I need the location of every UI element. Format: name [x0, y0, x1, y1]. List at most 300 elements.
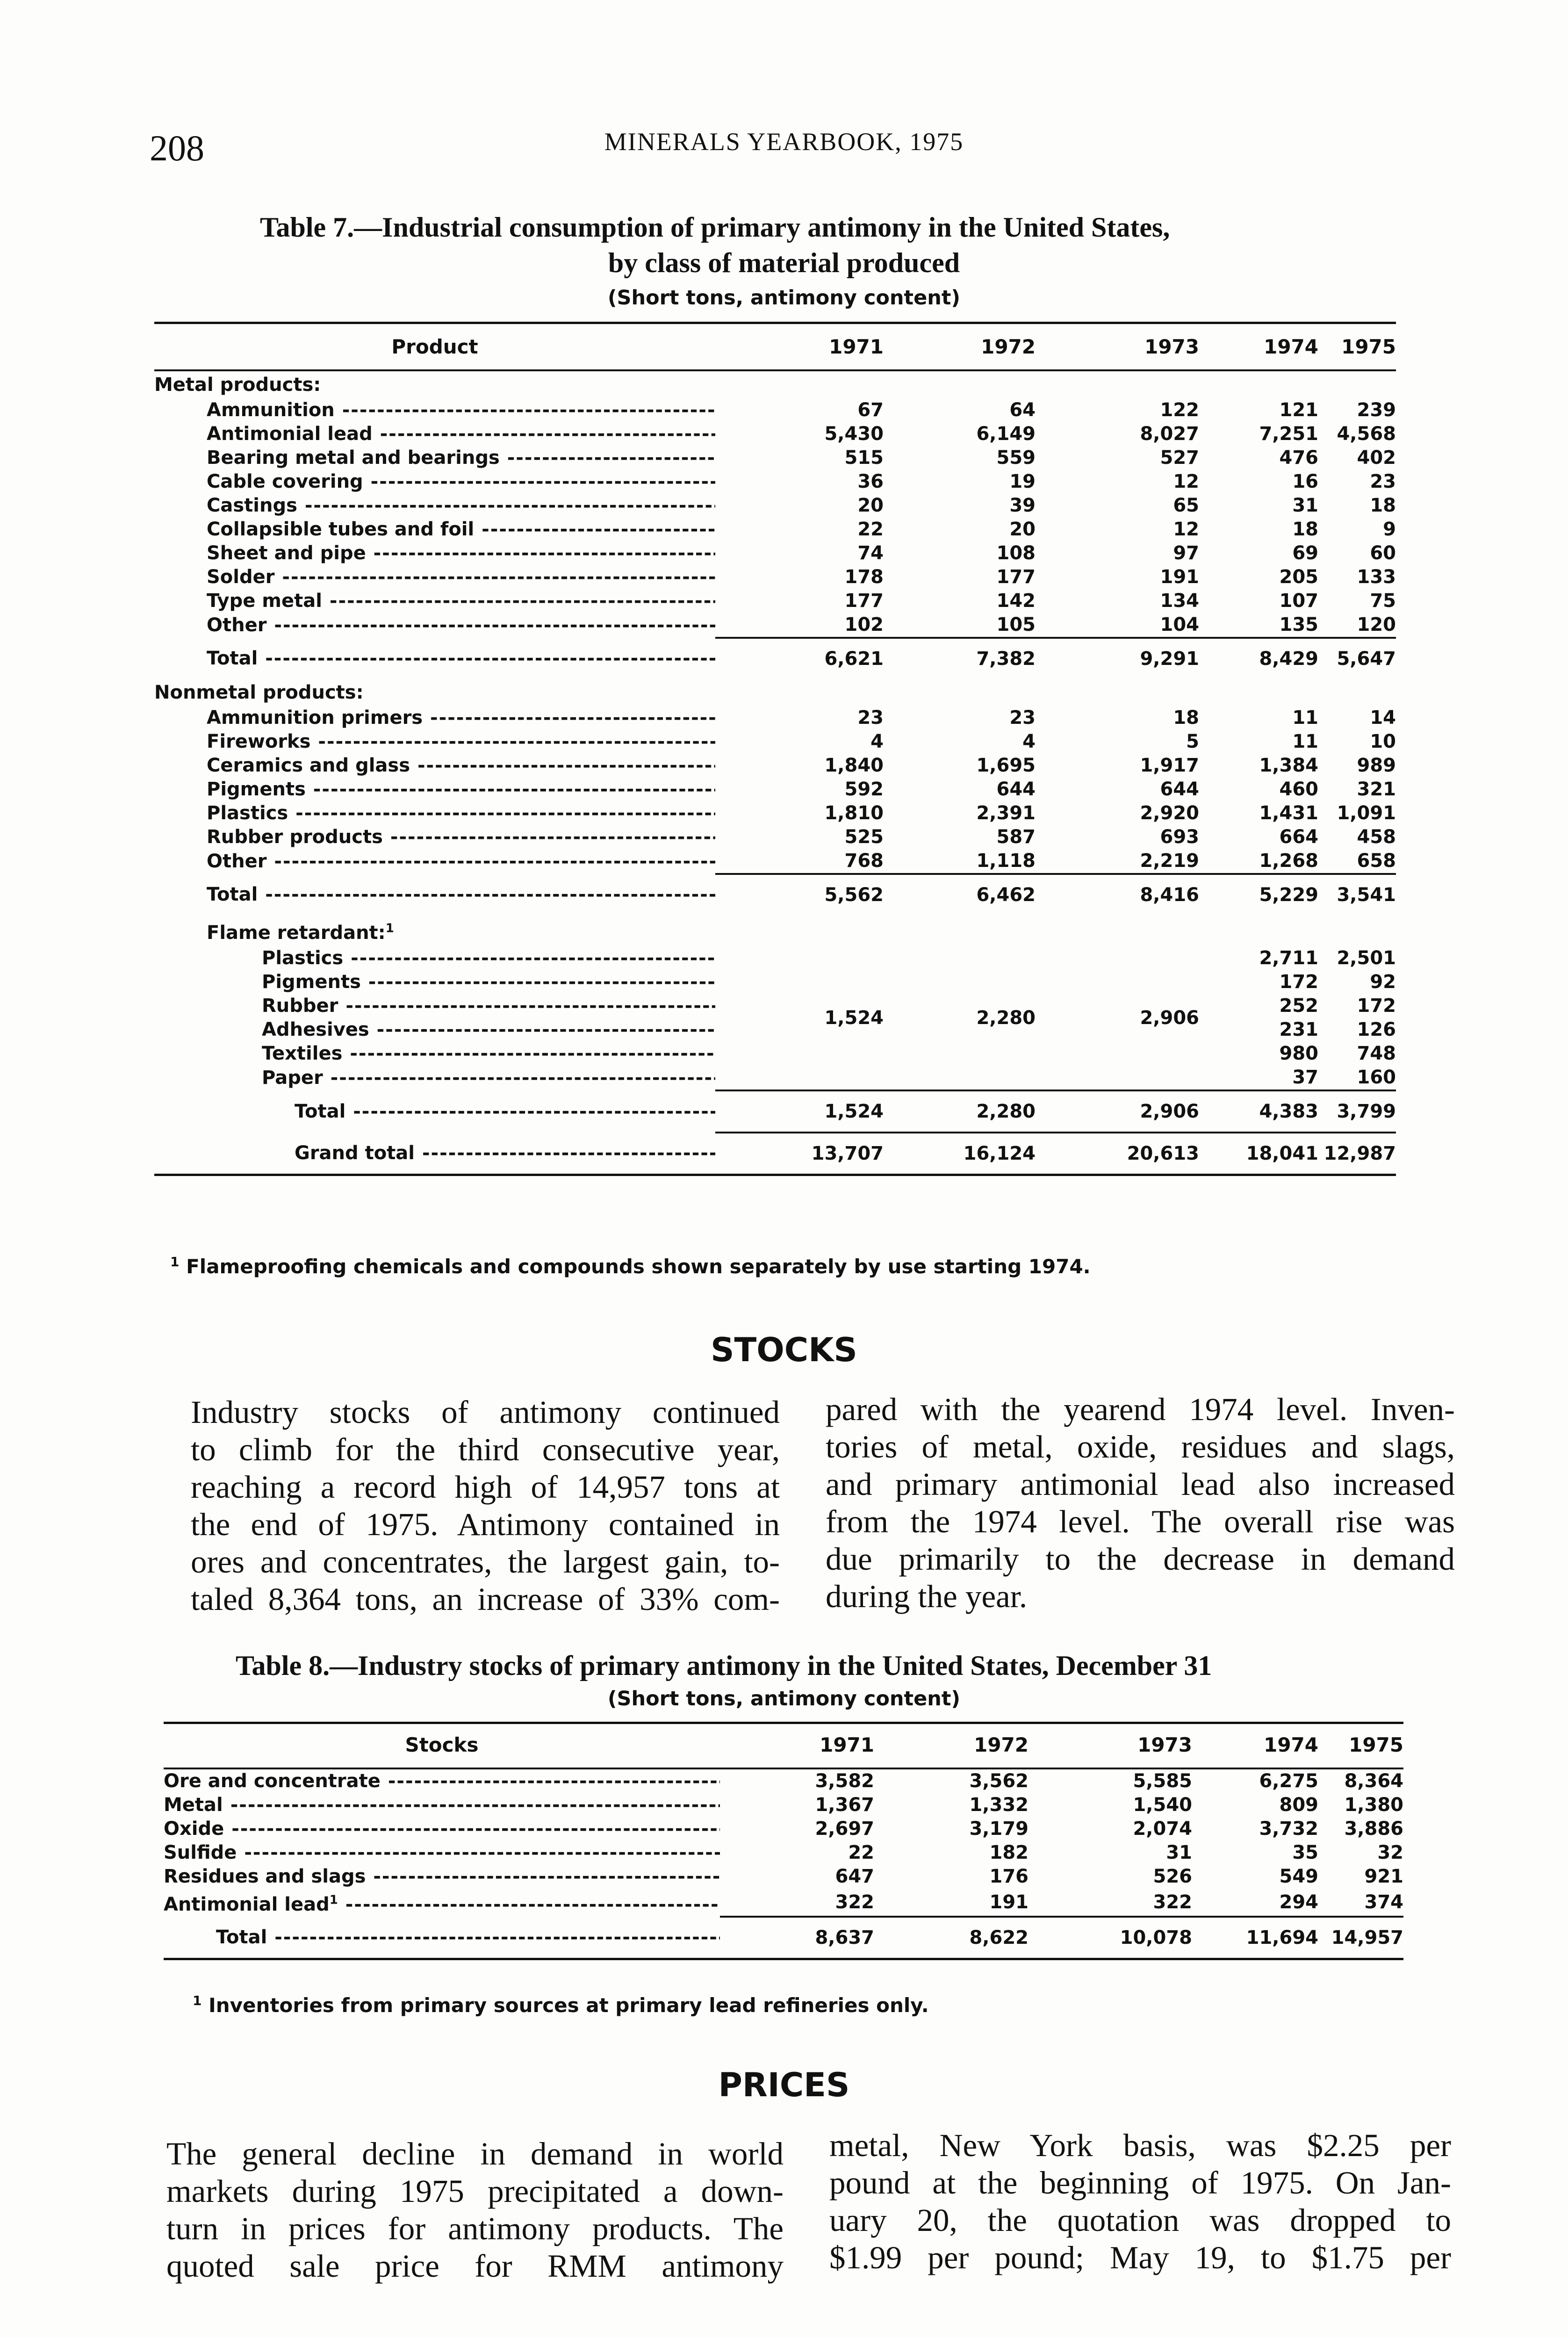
row-label-text: Oxide ----- [164, 1818, 720, 1840]
row-label [154, 613, 715, 638]
value-cell: 8,429 [1199, 638, 1318, 679]
value-cell: 1,524 [715, 1090, 884, 1133]
value-cell: 321 [1357, 779, 1396, 800]
value-cell: 31 [1292, 495, 1318, 516]
row-label [154, 1090, 715, 1133]
value-cell: 20 [1009, 519, 1036, 540]
row-label [154, 589, 715, 613]
text-line: from the 1974 level. The overall rise was [826, 1504, 1455, 1539]
value-cell: 1,268 [1259, 850, 1318, 872]
row-label [154, 446, 715, 470]
value-cell: 3,582 [815, 1770, 874, 1792]
value-cell: 104 [1160, 614, 1199, 635]
value-cell: 205 [1279, 566, 1318, 588]
table7-units: (Short tons, antimony content) [607, 286, 961, 310]
value-cell: 658 [1357, 850, 1396, 872]
table7-bottom-rule [154, 1175, 1396, 1176]
row-label [154, 994, 715, 1018]
row-label [154, 970, 715, 994]
value-cell: 6,621 [715, 638, 884, 679]
value-cell: 191 [1160, 566, 1199, 588]
value-cell: 35 [1292, 1842, 1318, 1863]
value-cell: 191 [989, 1891, 1029, 1913]
total-row [164, 1917, 1403, 1959]
value-cell: 1,091 [1337, 802, 1396, 824]
value-cell: 64 [1009, 399, 1036, 421]
table8-header-row [164, 1723, 1403, 1768]
value-cell: 5,229 [1199, 874, 1318, 915]
text-line: quoted sale price for RMM antimony [166, 2248, 784, 2284]
value-cell: 2,920 [1140, 802, 1199, 824]
value-cell: 2,074 [1133, 1818, 1192, 1840]
value-cell: 4 [870, 731, 884, 752]
table-row [154, 778, 1396, 801]
row-label [164, 1889, 720, 1917]
value-cell: 120 [1357, 614, 1396, 635]
value-cell: 102 [844, 614, 884, 635]
column-header: 1973 [1144, 335, 1199, 358]
value-cell: 647 [835, 1866, 874, 1887]
table8 [164, 1723, 1403, 1960]
value-cell: 2,906 [1036, 1090, 1199, 1133]
value-cell: 549 [1279, 1866, 1318, 1887]
table-row [154, 446, 1396, 470]
table-row [164, 1865, 1403, 1889]
value-cell: 515 [844, 447, 884, 469]
value-cell: 3,562 [969, 1770, 1029, 1792]
row-label-text: Plastics ----- [207, 802, 715, 824]
text-line: taled 8,364 tons, an increase of 33% com- [191, 1581, 780, 1617]
value-cell: 476 [1279, 447, 1318, 469]
row-label [164, 1793, 720, 1817]
value-cell: 60 [1370, 542, 1396, 564]
row-label [154, 679, 715, 706]
value-cell: 2,219 [1140, 850, 1199, 872]
value-cell: 644 [996, 779, 1036, 800]
text-line: pound at the beginning of 1975. On Jan- [829, 2165, 1451, 2201]
value-cell: 65 [1173, 495, 1199, 516]
row-label [154, 778, 715, 801]
row-label-text: Sheet and pipe ----- [207, 542, 715, 564]
row-label [154, 518, 715, 541]
value-cell: 11,694 [1192, 1917, 1318, 1959]
value-cell: 20 [857, 495, 884, 516]
table-row [164, 1841, 1403, 1865]
text-line: due primarily to the decrease in demand [826, 1541, 1455, 1577]
text-line: metal, New York basis, was $2.25 per [829, 2128, 1451, 2163]
text-line: to climb for the third consecutive year, [191, 1432, 780, 1467]
value-cell: 172 [1279, 971, 1318, 993]
value-cell: 527 [1160, 447, 1199, 469]
row-label [154, 706, 715, 730]
value-cell: 3,732 [1259, 1818, 1318, 1840]
value-cell: 37 [1292, 1067, 1318, 1089]
row-label [154, 1042, 715, 1066]
row-label-text: Cable covering ----- [207, 471, 715, 492]
table8-caption: Table 8.—Industry stocks of primary antimony in the United States, December 31 [236, 1650, 1212, 1681]
row-label [154, 754, 715, 778]
table7-footnote [170, 1254, 1091, 1278]
value-cell: 18 [1370, 495, 1396, 516]
row-label-wrap [207, 922, 394, 944]
section-heading-row [154, 679, 1396, 706]
table-row [154, 422, 1396, 446]
value-cell: 1,380 [1344, 1794, 1403, 1816]
row-label [164, 1769, 720, 1793]
table8-bottom-rule [164, 1959, 1403, 1961]
row-label-text: Bearing metal and bearings ----- [207, 447, 715, 469]
empty-cell [884, 371, 1036, 398]
text-line: $1.99 per pound; May 19, to $1.75 per [829, 2240, 1451, 2275]
table7-caption-line2: by class of material produced [608, 247, 960, 278]
table-row [154, 801, 1396, 825]
row-label [154, 946, 715, 970]
table-row [154, 613, 1396, 638]
value-cell: 8,416 [1036, 874, 1199, 915]
value-cell: 322 [1153, 1891, 1192, 1913]
value-cell: 16,124 [884, 1133, 1036, 1175]
value-cell: 74 [857, 542, 884, 564]
value-cell: 7,382 [884, 638, 1036, 679]
table-row [164, 1793, 1403, 1817]
empty-cell [715, 915, 884, 946]
row-label [164, 1817, 720, 1841]
value-cell: 67 [857, 399, 884, 421]
value-cell: 13,707 [715, 1133, 884, 1175]
table-row [154, 825, 1396, 849]
value-cell: 4,383 [1199, 1090, 1318, 1133]
value-cell: 4 [1022, 731, 1036, 752]
row-label [154, 1018, 715, 1042]
value-cell: 231 [1279, 1019, 1318, 1041]
row-label-text: Sulfide ----- [164, 1842, 720, 1863]
row-label [154, 825, 715, 849]
value-cell: 460 [1279, 779, 1318, 800]
value-cell: 239 [1357, 399, 1396, 421]
empty-cell [1318, 679, 1396, 706]
row-label [154, 638, 715, 679]
value-cell: 526 [1153, 1866, 1192, 1887]
value-cell: 3,541 [1318, 874, 1396, 915]
text-line: ores and concentrates, the largest gain, to- [191, 1544, 780, 1580]
column-header: 1972 [974, 1733, 1029, 1756]
row-label-text: Antimonial lead ----- [207, 423, 715, 445]
value-cell: 142 [996, 590, 1036, 612]
column-header: 1974 [1264, 335, 1318, 358]
flame-combined-value: 2,280 [976, 1007, 1036, 1029]
value-cell: 1,840 [824, 755, 884, 776]
table7-bottom-rule-row [154, 1175, 1396, 1176]
value-cell: 2,391 [976, 802, 1036, 824]
row-label-text: Textiles ----- [262, 1043, 715, 1064]
footnote-text: Inventories from primary sources at primary lead refineries only. [209, 1994, 929, 2017]
value-cell: 5,430 [824, 423, 884, 445]
value-cell: 644 [1160, 779, 1199, 800]
value-cell: 768 [844, 850, 884, 872]
row-label [154, 565, 715, 589]
table7 [154, 325, 1396, 1176]
value-cell: 1,332 [969, 1794, 1029, 1816]
row-label [154, 915, 715, 946]
row-label-text: Total ----- [295, 1101, 715, 1122]
value-cell: 8,027 [1140, 423, 1199, 445]
flame-combined-value: 1,524 [824, 1007, 884, 1029]
value-cell: 11 [1292, 731, 1318, 752]
value-cell: 18 [1292, 519, 1318, 540]
value-cell: 7,251 [1259, 423, 1318, 445]
row-label [154, 422, 715, 446]
footnote-mark: 1 [329, 1893, 338, 1907]
value-cell: 107 [1279, 590, 1318, 612]
running-title: MINERALS YEARBOOK, 1975 [604, 128, 964, 156]
value-cell: 989 [1357, 755, 1396, 776]
empty-cell [884, 915, 1036, 946]
empty-cell [1036, 915, 1199, 946]
empty-cell [1199, 679, 1318, 706]
row-label [164, 1841, 720, 1865]
value-cell: 12 [1173, 471, 1199, 492]
row-label-text: Nonmetal products: [154, 682, 364, 703]
value-cell: 133 [1357, 566, 1396, 588]
text-line: and primary antimonial lead also increased [826, 1466, 1455, 1502]
value-cell: 134 [1160, 590, 1199, 612]
section-heading-row [154, 371, 1396, 398]
row-label-text: Paper ----- [262, 1067, 715, 1089]
table-row [154, 589, 1396, 613]
value-cell: 6,462 [884, 874, 1036, 915]
table7-header-row [154, 325, 1396, 370]
row-label [154, 1066, 715, 1090]
table-row [154, 849, 1396, 874]
stocks-right-column [826, 1391, 1455, 1615]
table-row [154, 565, 1396, 589]
empty-cell [1199, 371, 1318, 398]
row-label-text: Rubber products ----- [207, 826, 715, 848]
table-row [154, 706, 1396, 730]
column-header: 1971 [829, 335, 884, 358]
column-header: Stocks [405, 1733, 479, 1756]
value-cell: 108 [996, 542, 1036, 564]
value-cell: 11 [1292, 707, 1318, 729]
row-label-text: Other ----- [207, 851, 715, 872]
value-cell: 252 [1279, 995, 1318, 1017]
row-label [164, 1865, 720, 1889]
value-cell: 2,697 [815, 1818, 874, 1840]
table-row [154, 518, 1396, 541]
table8-footnote [193, 1993, 929, 2017]
empty-cell [1318, 371, 1396, 398]
row-label [154, 874, 715, 915]
empty-cell [884, 679, 1036, 706]
value-cell: 9 [1383, 519, 1396, 540]
value-cell: 177 [844, 590, 884, 612]
value-cell: 559 [996, 447, 1036, 469]
value-cell: 121 [1279, 399, 1318, 421]
footnote-mark: 1 [170, 1254, 180, 1270]
row-label [154, 801, 715, 825]
row-label-text: Rubber ----- [262, 995, 715, 1017]
value-cell: 1,917 [1140, 755, 1199, 776]
column-header: 1973 [1137, 1733, 1192, 1756]
value-cell: 6,149 [976, 423, 1036, 445]
value-cell: 14 [1370, 707, 1396, 729]
value-cell: 135 [1279, 614, 1318, 635]
stocks-heading: STOCKS [711, 1331, 857, 1369]
value-cell: 1,810 [824, 802, 884, 824]
text-line: during the year. [826, 1579, 1028, 1614]
empty-cell [715, 371, 884, 398]
value-cell: 6,275 [1259, 1770, 1318, 1792]
row-label-text: Solder ----- [207, 566, 715, 588]
table8-bottom-rule-row [164, 1959, 1403, 1961]
row-label [154, 494, 715, 518]
column-header: Product [391, 335, 478, 358]
row-label-text: Plastics ----- [262, 947, 715, 969]
value-cell: 177 [996, 566, 1036, 588]
value-cell: 374 [1364, 1891, 1403, 1913]
row-label-text: Grand total ----- [295, 1142, 715, 1164]
table7-caption-line1: Table 7.—Industrial consumption of primary antimony in the United States, [260, 212, 1170, 243]
value-cell: 22 [848, 1842, 874, 1863]
table-row [164, 1817, 1403, 1841]
column-header: 1975 [1341, 335, 1396, 358]
value-cell: 402 [1357, 447, 1396, 469]
table-row [164, 1769, 1403, 1793]
stocks-left-column [191, 1393, 780, 1618]
value-cell: 1,384 [1259, 755, 1318, 776]
value-cell: 172 [1357, 995, 1396, 1017]
table-row [154, 754, 1396, 778]
value-cell: 12 [1173, 519, 1199, 540]
value-cell: 22 [857, 519, 884, 540]
table-row [154, 541, 1396, 565]
flame-row [154, 946, 1396, 970]
value-cell: 3,886 [1344, 1818, 1403, 1840]
value-cell: 5,562 [715, 874, 884, 915]
empty-cell [1036, 371, 1199, 398]
value-cell: 97 [1173, 542, 1199, 564]
table7-top-rule [154, 322, 1396, 324]
row-label [164, 1917, 720, 1959]
row-label-text: Metal products: [154, 374, 321, 396]
prices-heading: PRICES [718, 2066, 850, 2104]
total-row [154, 874, 1396, 915]
value-cell: 126 [1357, 1019, 1396, 1041]
value-cell: 5 [1186, 731, 1199, 752]
text-line: tories of metal, oxide, residues and slags, [826, 1429, 1455, 1465]
value-cell: 14,957 [1318, 1917, 1403, 1959]
value-cell: 182 [989, 1842, 1029, 1863]
table8-units: (Short tons, antimony content) [607, 1687, 961, 1710]
row-label-text: Ore and concentrate ----- [164, 1770, 720, 1792]
value-cell: 10,078 [1029, 1917, 1192, 1959]
row-label [154, 470, 715, 494]
column-header: 1974 [1264, 1733, 1318, 1756]
row-label-text: Pigments ----- [262, 971, 715, 993]
text-line: reaching a record high of 14,957 tons at [191, 1469, 780, 1505]
text-line: markets during 1975 precipitated a down- [166, 2173, 784, 2209]
table-row [164, 1889, 1403, 1917]
text-line: The general decline in demand in world [166, 2136, 784, 2172]
value-cell: 39 [1009, 495, 1036, 516]
text-line: pared with the yearend 1974 level. Inven- [826, 1392, 1455, 1427]
value-cell: 1,695 [976, 755, 1036, 776]
value-cell: 8,622 [874, 1917, 1029, 1959]
value-cell: 23 [1370, 471, 1396, 492]
text-line: Industry stocks of antimony continued [191, 1394, 780, 1430]
row-label-text: Total ----- [207, 884, 715, 905]
prices-left-column [166, 2135, 784, 2285]
value-cell: 105 [996, 614, 1036, 635]
flame-combined-value: 2,906 [1140, 1007, 1199, 1029]
row-label-text: Pigments ----- [207, 779, 715, 800]
row-label-text: Residues and slags ----- [164, 1866, 720, 1887]
value-cell: 36 [857, 471, 884, 492]
value-cell: 19 [1009, 471, 1036, 492]
value-cell: 5,585 [1133, 1770, 1192, 1792]
text-line: uary 20, the quotation was dropped to [829, 2202, 1451, 2238]
column-header: 1975 [1349, 1733, 1403, 1756]
value-cell: 1,540 [1133, 1794, 1192, 1816]
empty-cell [715, 679, 884, 706]
value-cell: 23 [1009, 707, 1036, 729]
value-cell: 8,364 [1344, 1770, 1403, 1792]
row-label [154, 1133, 715, 1175]
empty-cell [1036, 679, 1199, 706]
row-label [154, 541, 715, 565]
table-row [154, 470, 1396, 494]
text-line: the end of 1975. Antimony contained in [191, 1507, 780, 1542]
value-cell: 75 [1370, 590, 1396, 612]
column-header: 1971 [820, 1733, 874, 1756]
empty-cell [1318, 915, 1396, 946]
value-cell: 525 [844, 826, 884, 848]
row-label-text: Collapsible tubes and foil ----- [207, 519, 715, 540]
value-cell: 2,280 [884, 1090, 1036, 1133]
table-row [154, 494, 1396, 518]
page-number: 208 [150, 128, 204, 168]
value-cell: 9,291 [1036, 638, 1199, 679]
value-cell: 980 [1279, 1043, 1318, 1065]
value-cell: 693 [1160, 826, 1199, 848]
value-cell: 178 [844, 566, 884, 588]
value-cell: 16 [1292, 471, 1318, 492]
row-label-text: Metal ----- [164, 1794, 720, 1816]
row-label-text: Antimonial lead [164, 1894, 330, 1916]
value-cell: 1,367 [815, 1794, 874, 1816]
row-label-text: Other ----- [207, 614, 715, 636]
value-cell: 1,431 [1259, 802, 1318, 824]
row-label-text: Ceramics and glass ----- [207, 755, 715, 776]
value-cell: 3,179 [969, 1818, 1029, 1840]
row-label-text: Adhesives ----- [262, 1019, 715, 1040]
row-label-text: Ammunition primers ----- [207, 707, 715, 729]
row-label-text: Fireworks ----- [207, 731, 715, 752]
value-cell: 69 [1292, 542, 1318, 564]
footnote-mark: 1 [385, 922, 394, 936]
row-label-text: Total ----- [216, 1927, 720, 1948]
value-cell: 23 [857, 707, 884, 729]
column-header: 1972 [981, 335, 1036, 358]
row-label-text: Ammunition ----- [207, 399, 715, 421]
value-cell: 92 [1370, 971, 1396, 993]
table-row [154, 398, 1396, 422]
row-label [154, 398, 715, 422]
row-label-text: Castings ----- [207, 495, 715, 516]
prices-right-column [829, 2127, 1451, 2276]
value-cell: 31 [1166, 1842, 1192, 1863]
value-cell: 4,568 [1337, 423, 1396, 445]
